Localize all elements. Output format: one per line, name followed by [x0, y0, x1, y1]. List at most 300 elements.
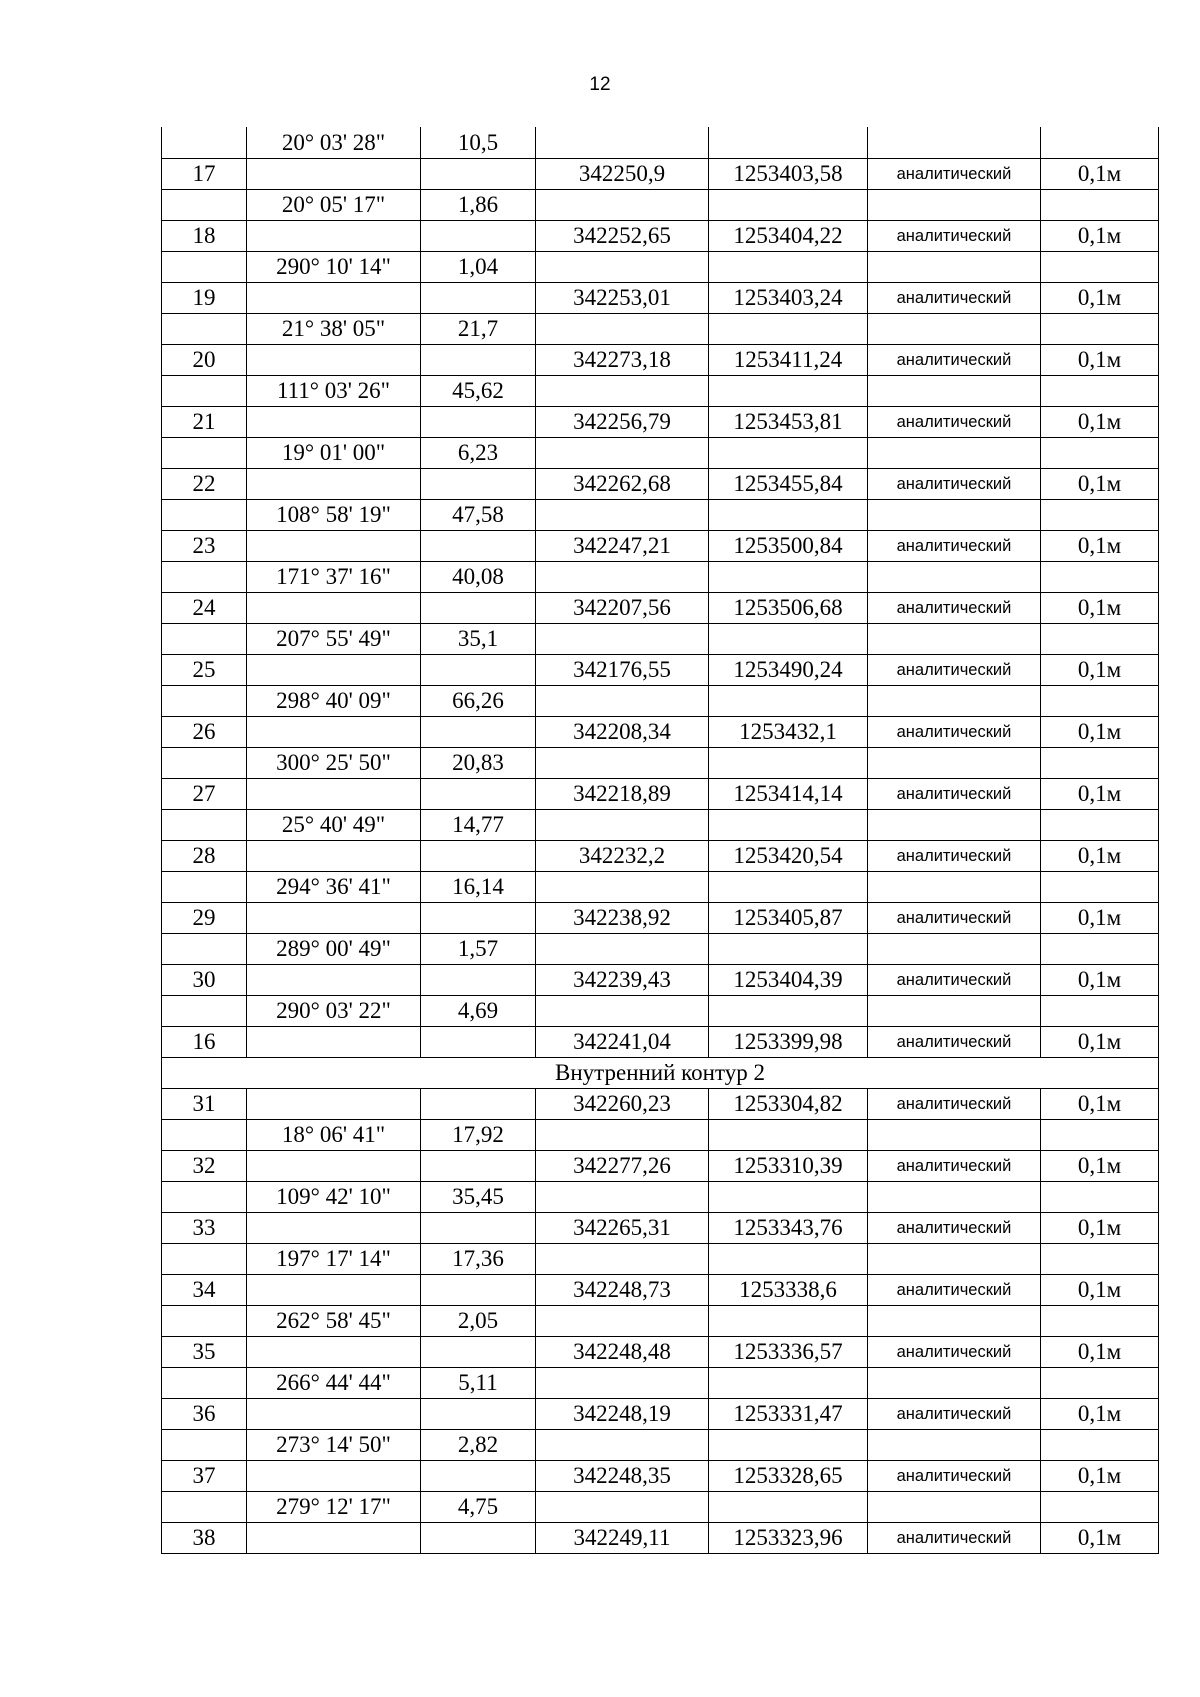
y-coordinate-cell: 1253432,1	[709, 717, 868, 748]
edge-row	[162, 562, 1159, 593]
x-coordinate-cell: 342253,01	[536, 283, 709, 314]
y-coordinate-cell	[709, 190, 868, 221]
distance-cell: 47,58	[421, 500, 536, 531]
point-number-cell	[162, 1492, 247, 1523]
point-row	[162, 593, 1159, 624]
distance-cell	[421, 345, 536, 376]
method-cell: аналитический	[868, 655, 1041, 686]
point-number-cell	[162, 1244, 247, 1275]
distance-cell: 45,62	[421, 376, 536, 407]
edge-row	[162, 1306, 1159, 1337]
bearing-cell: 21° 38' 05"	[247, 314, 421, 345]
distance-cell: 2,82	[421, 1430, 536, 1461]
y-coordinate-cell: 1253506,68	[709, 593, 868, 624]
distance-cell: 40,08	[421, 562, 536, 593]
x-coordinate-cell	[536, 1430, 709, 1461]
point-number-cell: 33	[162, 1213, 247, 1244]
distance-cell	[421, 717, 536, 748]
x-coordinate-cell: 342252,65	[536, 221, 709, 252]
accuracy-cell: 0,1м	[1041, 841, 1159, 872]
y-coordinate-cell: 1253420,54	[709, 841, 868, 872]
distance-cell	[421, 1523, 536, 1554]
bearing-cell	[247, 841, 421, 872]
point-number-cell	[162, 1306, 247, 1337]
x-coordinate-cell: 342176,55	[536, 655, 709, 686]
bearing-cell	[247, 1027, 421, 1058]
y-coordinate-cell	[709, 934, 868, 965]
bearing-cell: 18° 06' 41"	[247, 1120, 421, 1151]
edge-row	[162, 1368, 1159, 1399]
distance-cell: 35,45	[421, 1182, 536, 1213]
edge-row	[162, 190, 1159, 221]
method-cell: аналитический	[868, 531, 1041, 562]
y-coordinate-cell: 1253403,58	[709, 159, 868, 190]
bearing-cell	[247, 283, 421, 314]
bearing-cell	[247, 345, 421, 376]
distance-cell: 5,11	[421, 1368, 536, 1399]
distance-cell	[421, 779, 536, 810]
method-cell: аналитический	[868, 283, 1041, 314]
accuracy-cell	[1041, 1182, 1159, 1213]
y-coordinate-cell	[709, 686, 868, 717]
point-number-cell	[162, 438, 247, 469]
method-cell	[868, 127, 1041, 159]
distance-cell	[421, 469, 536, 500]
edge-row	[162, 810, 1159, 841]
y-coordinate-cell	[709, 624, 868, 655]
distance-cell: 6,23	[421, 438, 536, 469]
accuracy-cell: 0,1м	[1041, 1213, 1159, 1244]
point-number-cell	[162, 686, 247, 717]
bearing-cell: 111° 03' 26"	[247, 376, 421, 407]
y-coordinate-cell	[709, 127, 868, 159]
method-cell	[868, 562, 1041, 593]
point-row	[162, 1275, 1159, 1306]
edge-row	[162, 376, 1159, 407]
x-coordinate-cell	[536, 1306, 709, 1337]
distance-cell	[421, 841, 536, 872]
accuracy-cell: 0,1м	[1041, 1151, 1159, 1182]
method-cell	[868, 1182, 1041, 1213]
point-number-cell	[162, 624, 247, 655]
bearing-cell	[247, 221, 421, 252]
x-coordinate-cell: 342238,92	[536, 903, 709, 934]
accuracy-cell: 0,1м	[1041, 1275, 1159, 1306]
y-coordinate-cell	[709, 1120, 868, 1151]
y-coordinate-cell	[709, 1244, 868, 1275]
bearing-cell: 300° 25' 50"	[247, 748, 421, 779]
distance-cell: 20,83	[421, 748, 536, 779]
y-coordinate-cell: 1253343,76	[709, 1213, 868, 1244]
edge-row	[162, 934, 1159, 965]
point-number-cell	[162, 1120, 247, 1151]
point-number-cell	[162, 562, 247, 593]
point-number-cell: 21	[162, 407, 247, 438]
y-coordinate-cell: 1253404,22	[709, 221, 868, 252]
method-cell: аналитический	[868, 159, 1041, 190]
point-row	[162, 283, 1159, 314]
distance-cell: 4,69	[421, 996, 536, 1027]
bearing-cell	[247, 1151, 421, 1182]
point-number-cell: 34	[162, 1275, 247, 1306]
y-coordinate-cell	[709, 1368, 868, 1399]
point-number-cell: 28	[162, 841, 247, 872]
x-coordinate-cell	[536, 1120, 709, 1151]
point-row	[162, 1213, 1159, 1244]
method-cell: аналитический	[868, 1461, 1041, 1492]
accuracy-cell	[1041, 748, 1159, 779]
edge-row	[162, 127, 1159, 159]
point-row	[162, 655, 1159, 686]
point-number-cell	[162, 810, 247, 841]
y-coordinate-cell	[709, 996, 868, 1027]
accuracy-cell	[1041, 314, 1159, 345]
accuracy-cell	[1041, 1492, 1159, 1523]
point-number-cell: 26	[162, 717, 247, 748]
distance-cell: 21,7	[421, 314, 536, 345]
point-number-cell	[162, 1368, 247, 1399]
accuracy-cell: 0,1м	[1041, 593, 1159, 624]
y-coordinate-cell	[709, 748, 868, 779]
edge-row	[162, 438, 1159, 469]
bearing-cell: 20° 05' 17"	[247, 190, 421, 221]
method-cell: аналитический	[868, 1399, 1041, 1430]
method-cell: аналитический	[868, 779, 1041, 810]
point-row	[162, 841, 1159, 872]
method-cell	[868, 500, 1041, 531]
accuracy-cell: 0,1м	[1041, 221, 1159, 252]
y-coordinate-cell	[709, 1182, 868, 1213]
accuracy-cell	[1041, 500, 1159, 531]
method-cell: аналитический	[868, 841, 1041, 872]
section-title: Внутренний контур 2	[162, 1058, 1159, 1089]
edge-row	[162, 1244, 1159, 1275]
distance-cell: 1,86	[421, 190, 536, 221]
point-number-cell: 24	[162, 593, 247, 624]
x-coordinate-cell: 342208,34	[536, 717, 709, 748]
method-cell	[868, 934, 1041, 965]
distance-cell	[421, 1275, 536, 1306]
bearing-cell	[247, 593, 421, 624]
x-coordinate-cell: 342248,73	[536, 1275, 709, 1306]
x-coordinate-cell	[536, 562, 709, 593]
point-row	[162, 1089, 1159, 1120]
y-coordinate-cell: 1253455,84	[709, 469, 868, 500]
method-cell: аналитический	[868, 469, 1041, 500]
accuracy-cell	[1041, 810, 1159, 841]
bearing-cell: 20° 03' 28"	[247, 127, 421, 159]
accuracy-cell	[1041, 1368, 1159, 1399]
section-row	[162, 1058, 1159, 1089]
accuracy-cell	[1041, 686, 1159, 717]
x-coordinate-cell: 342277,26	[536, 1151, 709, 1182]
accuracy-cell	[1041, 1244, 1159, 1275]
method-cell	[868, 810, 1041, 841]
x-coordinate-cell: 342265,31	[536, 1213, 709, 1244]
x-coordinate-cell	[536, 190, 709, 221]
x-coordinate-cell	[536, 686, 709, 717]
bearing-cell	[247, 903, 421, 934]
y-coordinate-cell: 1253500,84	[709, 531, 868, 562]
y-coordinate-cell	[709, 314, 868, 345]
bearing-cell	[247, 1399, 421, 1430]
edge-row	[162, 748, 1159, 779]
accuracy-cell: 0,1м	[1041, 1399, 1159, 1430]
distance-cell	[421, 965, 536, 996]
bearing-cell	[247, 1523, 421, 1554]
accuracy-cell: 0,1м	[1041, 965, 1159, 996]
point-number-cell: 31	[162, 1089, 247, 1120]
point-row	[162, 221, 1159, 252]
point-number-cell	[162, 748, 247, 779]
method-cell	[868, 624, 1041, 655]
y-coordinate-cell: 1253331,47	[709, 1399, 868, 1430]
x-coordinate-cell	[536, 996, 709, 1027]
distance-cell	[421, 1213, 536, 1244]
point-row	[162, 779, 1159, 810]
y-coordinate-cell	[709, 562, 868, 593]
point-number-cell	[162, 190, 247, 221]
y-coordinate-cell: 1253399,98	[709, 1027, 868, 1058]
x-coordinate-cell	[536, 748, 709, 779]
distance-cell: 16,14	[421, 872, 536, 903]
method-cell	[868, 1244, 1041, 1275]
point-number-cell: 30	[162, 965, 247, 996]
edge-row	[162, 1182, 1159, 1213]
point-number-cell	[162, 127, 247, 159]
x-coordinate-cell: 342256,79	[536, 407, 709, 438]
method-cell: аналитический	[868, 903, 1041, 934]
y-coordinate-cell: 1253304,82	[709, 1089, 868, 1120]
edge-row	[162, 872, 1159, 903]
accuracy-cell	[1041, 1120, 1159, 1151]
bearing-cell: 197° 17' 14"	[247, 1244, 421, 1275]
point-number-cell	[162, 314, 247, 345]
method-cell: аналитический	[868, 1089, 1041, 1120]
method-cell	[868, 1120, 1041, 1151]
bearing-cell	[247, 1213, 421, 1244]
y-coordinate-cell: 1253338,6	[709, 1275, 868, 1306]
method-cell: аналитический	[868, 221, 1041, 252]
x-coordinate-cell	[536, 872, 709, 903]
method-cell: аналитический	[868, 1213, 1041, 1244]
distance-cell: 4,75	[421, 1492, 536, 1523]
point-row	[162, 531, 1159, 562]
coordinates-table-body	[162, 127, 1159, 1554]
y-coordinate-cell: 1253404,39	[709, 965, 868, 996]
x-coordinate-cell: 342218,89	[536, 779, 709, 810]
edge-row	[162, 1492, 1159, 1523]
method-cell: аналитический	[868, 407, 1041, 438]
distance-cell: 66,26	[421, 686, 536, 717]
y-coordinate-cell: 1253310,39	[709, 1151, 868, 1182]
x-coordinate-cell	[536, 1182, 709, 1213]
point-number-cell	[162, 376, 247, 407]
bearing-cell	[247, 407, 421, 438]
distance-cell	[421, 655, 536, 686]
y-coordinate-cell: 1253490,24	[709, 655, 868, 686]
distance-cell: 1,57	[421, 934, 536, 965]
distance-cell: 10,5	[421, 127, 536, 159]
accuracy-cell: 0,1м	[1041, 283, 1159, 314]
method-cell	[868, 376, 1041, 407]
accuracy-cell	[1041, 127, 1159, 159]
bearing-cell: 171° 37' 16"	[247, 562, 421, 593]
accuracy-cell	[1041, 996, 1159, 1027]
method-cell	[868, 1306, 1041, 1337]
accuracy-cell: 0,1м	[1041, 903, 1159, 934]
accuracy-cell: 0,1м	[1041, 159, 1159, 190]
bearing-cell: 207° 55' 49"	[247, 624, 421, 655]
point-number-cell: 36	[162, 1399, 247, 1430]
method-cell: аналитический	[868, 1523, 1041, 1554]
point-number-cell: 29	[162, 903, 247, 934]
point-number-cell: 23	[162, 531, 247, 562]
bearing-cell: 262° 58' 45"	[247, 1306, 421, 1337]
x-coordinate-cell: 342207,56	[536, 593, 709, 624]
x-coordinate-cell: 342241,04	[536, 1027, 709, 1058]
method-cell: аналитический	[868, 1151, 1041, 1182]
bearing-cell	[247, 965, 421, 996]
bearing-cell	[247, 469, 421, 500]
point-row	[162, 717, 1159, 748]
y-coordinate-cell	[709, 376, 868, 407]
distance-cell: 35,1	[421, 624, 536, 655]
edge-row	[162, 1120, 1159, 1151]
x-coordinate-cell	[536, 252, 709, 283]
accuracy-cell: 0,1м	[1041, 1337, 1159, 1368]
point-row	[162, 965, 1159, 996]
coordinates-table	[161, 127, 1159, 1554]
y-coordinate-cell	[709, 872, 868, 903]
method-cell	[868, 1368, 1041, 1399]
x-coordinate-cell	[536, 127, 709, 159]
y-coordinate-cell	[709, 1430, 868, 1461]
x-coordinate-cell	[536, 1368, 709, 1399]
distance-cell: 2,05	[421, 1306, 536, 1337]
x-coordinate-cell	[536, 500, 709, 531]
bearing-cell: 298° 40' 09"	[247, 686, 421, 717]
distance-cell	[421, 1337, 536, 1368]
point-row	[162, 159, 1159, 190]
method-cell	[868, 686, 1041, 717]
method-cell	[868, 314, 1041, 345]
distance-cell: 14,77	[421, 810, 536, 841]
x-coordinate-cell	[536, 624, 709, 655]
accuracy-cell: 0,1м	[1041, 779, 1159, 810]
accuracy-cell	[1041, 190, 1159, 221]
point-row	[162, 469, 1159, 500]
point-row	[162, 1337, 1159, 1368]
page-number: 12	[589, 74, 611, 95]
y-coordinate-cell: 1253405,87	[709, 903, 868, 934]
bearing-cell: 273° 14' 50"	[247, 1430, 421, 1461]
edge-row	[162, 500, 1159, 531]
point-row	[162, 345, 1159, 376]
x-coordinate-cell: 342260,23	[536, 1089, 709, 1120]
point-number-cell	[162, 872, 247, 903]
y-coordinate-cell: 1253414,14	[709, 779, 868, 810]
edge-row	[162, 1430, 1159, 1461]
bearing-cell	[247, 531, 421, 562]
x-coordinate-cell: 342249,11	[536, 1523, 709, 1554]
point-number-cell	[162, 1430, 247, 1461]
bearing-cell	[247, 779, 421, 810]
accuracy-cell: 0,1м	[1041, 1027, 1159, 1058]
accuracy-cell: 0,1м	[1041, 345, 1159, 376]
bearing-cell: 294° 36' 41"	[247, 872, 421, 903]
distance-cell	[421, 1027, 536, 1058]
bearing-cell	[247, 717, 421, 748]
accuracy-cell	[1041, 438, 1159, 469]
bearing-cell: 290° 10' 14"	[247, 252, 421, 283]
point-number-cell	[162, 996, 247, 1027]
method-cell	[868, 1430, 1041, 1461]
edge-row	[162, 314, 1159, 345]
y-coordinate-cell: 1253336,57	[709, 1337, 868, 1368]
distance-cell	[421, 903, 536, 934]
bearing-cell	[247, 1089, 421, 1120]
method-cell	[868, 748, 1041, 779]
point-number-cell	[162, 500, 247, 531]
bearing-cell: 266° 44' 44"	[247, 1368, 421, 1399]
bearing-cell: 279° 12' 17"	[247, 1492, 421, 1523]
distance-cell	[421, 1461, 536, 1492]
bearing-cell: 109° 42' 10"	[247, 1182, 421, 1213]
bearing-cell: 290° 03' 22"	[247, 996, 421, 1027]
point-row	[162, 903, 1159, 934]
point-number-cell: 20	[162, 345, 247, 376]
x-coordinate-cell	[536, 376, 709, 407]
x-coordinate-cell: 342239,43	[536, 965, 709, 996]
x-coordinate-cell: 342232,2	[536, 841, 709, 872]
y-coordinate-cell	[709, 1492, 868, 1523]
distance-cell	[421, 1399, 536, 1430]
accuracy-cell	[1041, 1306, 1159, 1337]
y-coordinate-cell: 1253323,96	[709, 1523, 868, 1554]
x-coordinate-cell	[536, 1244, 709, 1275]
point-row	[162, 1461, 1159, 1492]
accuracy-cell: 0,1м	[1041, 1523, 1159, 1554]
x-coordinate-cell	[536, 438, 709, 469]
bearing-cell	[247, 655, 421, 686]
point-row	[162, 1027, 1159, 1058]
method-cell: аналитический	[868, 1027, 1041, 1058]
accuracy-cell	[1041, 624, 1159, 655]
edge-row	[162, 252, 1159, 283]
method-cell: аналитический	[868, 1337, 1041, 1368]
y-coordinate-cell: 1253411,24	[709, 345, 868, 376]
method-cell: аналитический	[868, 1275, 1041, 1306]
method-cell	[868, 996, 1041, 1027]
point-number-cell: 19	[162, 283, 247, 314]
accuracy-cell: 0,1м	[1041, 655, 1159, 686]
accuracy-cell: 0,1м	[1041, 717, 1159, 748]
y-coordinate-cell: 1253403,24	[709, 283, 868, 314]
accuracy-cell	[1041, 376, 1159, 407]
point-number-cell: 35	[162, 1337, 247, 1368]
distance-cell	[421, 593, 536, 624]
bearing-cell: 25° 40' 49"	[247, 810, 421, 841]
x-coordinate-cell: 342273,18	[536, 345, 709, 376]
point-number-cell: 16	[162, 1027, 247, 1058]
bearing-cell	[247, 159, 421, 190]
x-coordinate-cell	[536, 810, 709, 841]
x-coordinate-cell	[536, 1492, 709, 1523]
y-coordinate-cell	[709, 438, 868, 469]
x-coordinate-cell: 342247,21	[536, 531, 709, 562]
x-coordinate-cell	[536, 934, 709, 965]
